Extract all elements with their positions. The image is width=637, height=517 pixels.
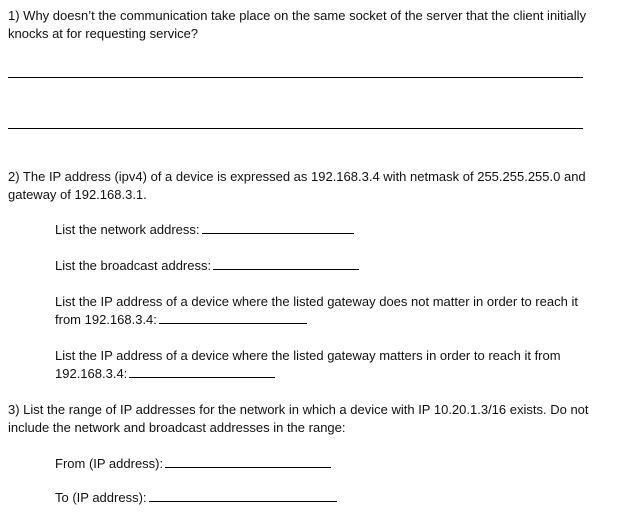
gateway-matters-label: 192.168.3.4: <box>55 366 128 381</box>
q1-text-line2: knocks at for requesting service? <box>8 26 199 41</box>
range-to-item <box>55 490 337 506</box>
range-from-item <box>55 456 331 472</box>
q1-answer-line-1[interactable] <box>8 77 583 78</box>
q2-text-line1: 2) The IP address (ipv4) of a device is expressed as 192.168.3.4 with netmask of 255.255.255.0 and <box>8 169 586 184</box>
gateway-not-matter-label: from 192.168.3.4: <box>55 312 157 327</box>
q2-text-line2: gateway of 192.168.3.1. <box>8 187 147 202</box>
range-from-blank[interactable] <box>165 466 331 468</box>
range-to-label: To (IP address): <box>55 490 147 505</box>
gateway-matters-line1: List the IP address of a device where the listed gateway matters in order to reach it from <box>55 348 561 363</box>
broadcast-address-item <box>55 258 359 274</box>
broadcast-address-blank[interactable] <box>213 268 359 270</box>
q3-text-line1: 3) List the range of IP addresses for the network in which a device with IP 10.20.1.3/16 exists. Do not <box>8 402 589 417</box>
gateway-matters-blank[interactable] <box>129 376 275 378</box>
q3-text-line2: include the network and broadcast addresses in the range: <box>8 420 346 435</box>
q1-answer-line-2[interactable] <box>8 128 583 129</box>
range-from-label: From (IP address): <box>55 456 164 471</box>
gateway-matters-item <box>55 366 275 382</box>
range-to-blank[interactable] <box>149 500 337 502</box>
network-address-item <box>55 222 354 238</box>
gateway-not-matter-item <box>55 312 307 328</box>
broadcast-address-label: List the broadcast address: <box>55 258 212 273</box>
network-address-blank[interactable] <box>202 232 354 234</box>
q1-text-line1: 1) Why doesn’t the communication take place on the same socket of the server that the client initially <box>8 8 587 23</box>
gateway-not-matter-blank[interactable] <box>159 322 307 324</box>
gateway-not-matter-line1: List the IP address of a device where the listed gateway does not matter in order to reach it <box>55 294 578 309</box>
network-address-label: List the network address: <box>55 222 200 237</box>
